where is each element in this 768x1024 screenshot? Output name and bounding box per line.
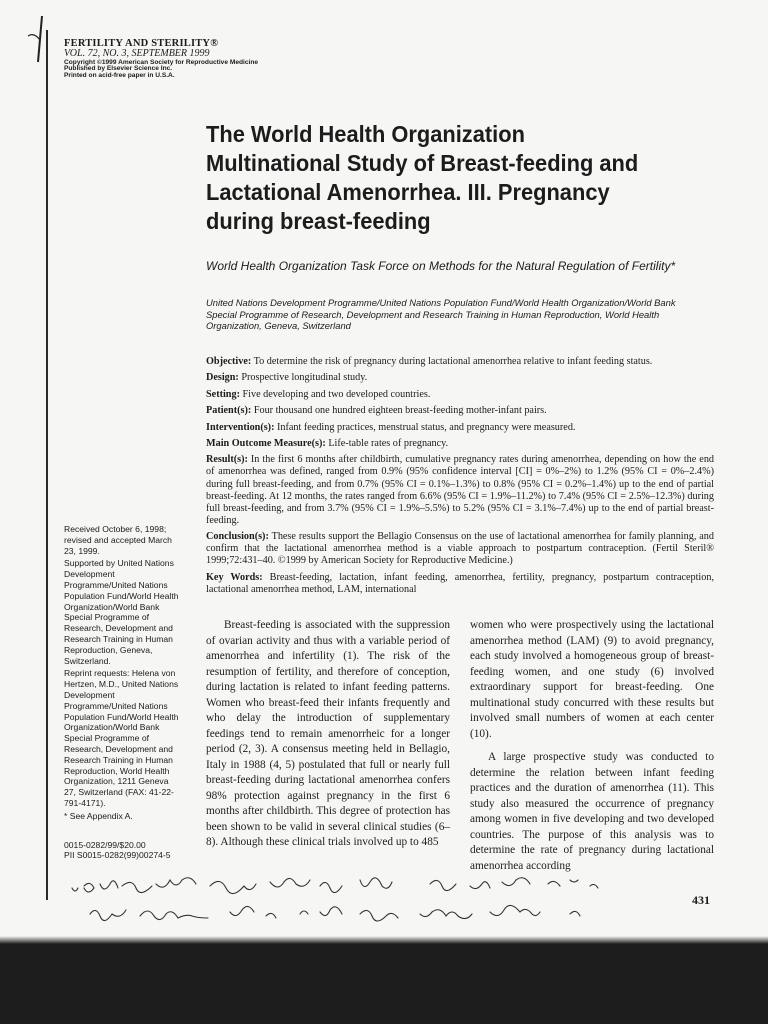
abstract-label: Intervention(s): <box>206 421 275 433</box>
abstract-text: To determine the risk of pregnancy during lactational amenorrhea relative to infant feeding status. <box>253 356 653 367</box>
scan-bottom-shadow <box>0 942 768 1024</box>
appendix-note: * See Appendix A. <box>64 810 133 821</box>
abstract-outcome <box>206 438 714 450</box>
page-edge-line <box>46 30 48 900</box>
abstract-objective <box>206 356 714 368</box>
abstract-text: Four thousand one hundred eighteen breast-feeding mother-infant pairs. <box>253 405 547 417</box>
received-note: Received October 6, 1998; revised and accepted March 23, 1999. <box>64 524 172 556</box>
article-codes <box>64 840 182 862</box>
abstract-results <box>206 454 714 527</box>
abstract-keywords <box>206 572 714 596</box>
abstract-interventions <box>206 422 714 434</box>
abstract-setting <box>206 389 714 401</box>
affiliation: United Nations Development Programme/United Nations Population Fund/World Health Organization/World Bank Special Programme of Research, Development and Research Training in Human Reproduction, World Health Organization, Geneva, Switzerland <box>206 297 676 332</box>
abstract-conclusions <box>206 531 714 567</box>
journal-volume: VOL. 72, NO. 3, SEPTEMBER 1999 <box>64 48 210 60</box>
abstract-patients <box>206 405 714 417</box>
journal-name: FERTILITY AND STERILITY® <box>64 38 219 49</box>
support-note: Supported by United Nations Development Programme/United Nations Population Fund/World Health Organization/World Bank Special Programme of Research, Development and Research Training in Human Reproduction, Geneva, Switzerland. <box>64 558 179 666</box>
handwritten-annotation <box>70 874 650 934</box>
pii-code: PII S0015-0282(99)00274-5 <box>64 850 171 861</box>
body-paragraph: Breast-feeding is associated with the suppression of ovarian activity and thus with a variable period of amenorrhea and infertility (1). The risk of the resumption of fertility, and therefore of conception, during lactation is related to infant feeding patterns. Women who breast-feed their infants frequently and who delay the introduction of supplementary feedings tend to remain amenorrheic for a longer period (2, 3). A consensus meeting held in Bellagio, Italy in 1988 (4, 5) postulated that full or nearly full breast-feeding during lactational amenorrhea confers 98% protection against pregnancy in the first 6 months after childbirth. This degree of protection has been shown to be valid in several clinical studies (6–8). Although these clinical trials involved up to 485 <box>206 619 450 848</box>
abstract-label: Objective: <box>206 356 252 367</box>
abstract-label: Key Words: <box>206 571 263 583</box>
abstract-label: Setting: <box>206 388 240 400</box>
abstract-label: Patient(s): <box>206 405 252 417</box>
abstract-text: Five developing and two developed countries. <box>242 388 431 400</box>
abstract-text: In the first 6 months after childbirth, cumulative pregnancy rates during amenorrhea, depending on how the end of amenorrhea was defined, ranged from 0.9% (95% confidence interval [CI] = 0%–2%) to 1.2% (95% CI = 0%–2.4%) during full breast-feeding, and from 0.7% (95% CI = 0.1%–1.3%) to 0.8% (95% CI = 0.2%–1.4%) up to the end of partial breast-feeding. At 12 months, the rates ranged from 6.6% (95% CI = 1.9%–11.2%) to 7.4% (95% CI = 2.5%–12.3%) during full breast-feeding, and from 3.7% (95% CI = 1.9%–5.5%) to 5.2% (95% CI = 3.1%–7.4%) up to the end of partial breast-feeding. <box>206 454 715 526</box>
abstract-design <box>206 372 714 384</box>
body-column-right <box>470 618 714 874</box>
issn-code: 0015-0282/99/$20.00 <box>64 839 146 850</box>
abstract-text: Prospective longitudinal study. <box>241 372 368 384</box>
journal-printed: Printed on acid-free paper in U.S.A. <box>64 72 175 80</box>
journal-header <box>64 38 324 80</box>
body-paragraph: women who were prospectively using the lactational amenorrhea method (LAM) (9) to avoid pregnancy, each study involved a homogeneous group of breast-feeding women, and one study (6) involved extraordinary support for breast-feeding. One multinational study concurred with these results but involved small numbers of women at each center (10). <box>470 619 714 740</box>
body-column-left <box>206 618 450 851</box>
abstract <box>206 356 714 600</box>
article-title: The World Health Organization Multinational Study of Breast-feeding and Lactational Amenorrhea. III. Pregnancy during breast-feeding <box>206 121 639 234</box>
sidebar-notes <box>64 524 182 861</box>
abstract-label: Main Outcome Measure(s): <box>206 437 326 449</box>
abstract-text: Infant feeding practices, menstrual status, and pregnancy were measured. <box>277 421 576 433</box>
abstract-text: Breast-feeding, lactation, infant feeding, amenorrhea, fertility, pregnancy, postpartum contraception, lactational amenorrhea method, LAM, international <box>206 571 714 595</box>
journal-publisher: Published by Elsevier Science Inc. <box>64 65 173 73</box>
body-paragraph: A large prospective study was conducted to determine the relation between infant feeding practices and the duration of amenorrhea (11). This study also measured the occurrence of pregnancy among women in five developing and two developed countries. The purpose of this analysis was to determine the rate of pregnancy during lactational amenorrhea according <box>470 751 714 872</box>
abstract-label: Result(s): <box>206 454 248 466</box>
reprint-note: Reprint requests: Helena von Hertzen, M.D., United Nations Development Programme/United Nations Population Fund/World Health Organization/World Bank Special Programme of Research, Development and Research Training in Human Reproduction, World Health Organization, 1211 Geneva 27, Switzerland (FAX: 41-22-791-4171). <box>64 668 179 808</box>
abstract-text: These results support the Bellagio Consensus on the use of lactational amenorrhea for family planning, and confirm that the lactational amenorrhea method is a viable approach to postpartum contraception. (Fertil Steril® 1999;72:431–40. ©1999 by American Society for Reproductive Medicine.) <box>206 531 714 567</box>
abstract-label: Design: <box>206 372 239 384</box>
abstract-label: Conclusion(s): <box>206 531 269 543</box>
abstract-text: Life-table rates of pregnancy. <box>328 437 449 449</box>
journal-copyright: Copyright ©1999 American Society for Reproductive Medicine <box>64 58 259 66</box>
author: World Health Organization Task Force on Methods for the Natural Regulation of Fertility* <box>206 259 676 273</box>
page-number: 431 <box>692 893 710 907</box>
scan-mark <box>24 14 54 64</box>
